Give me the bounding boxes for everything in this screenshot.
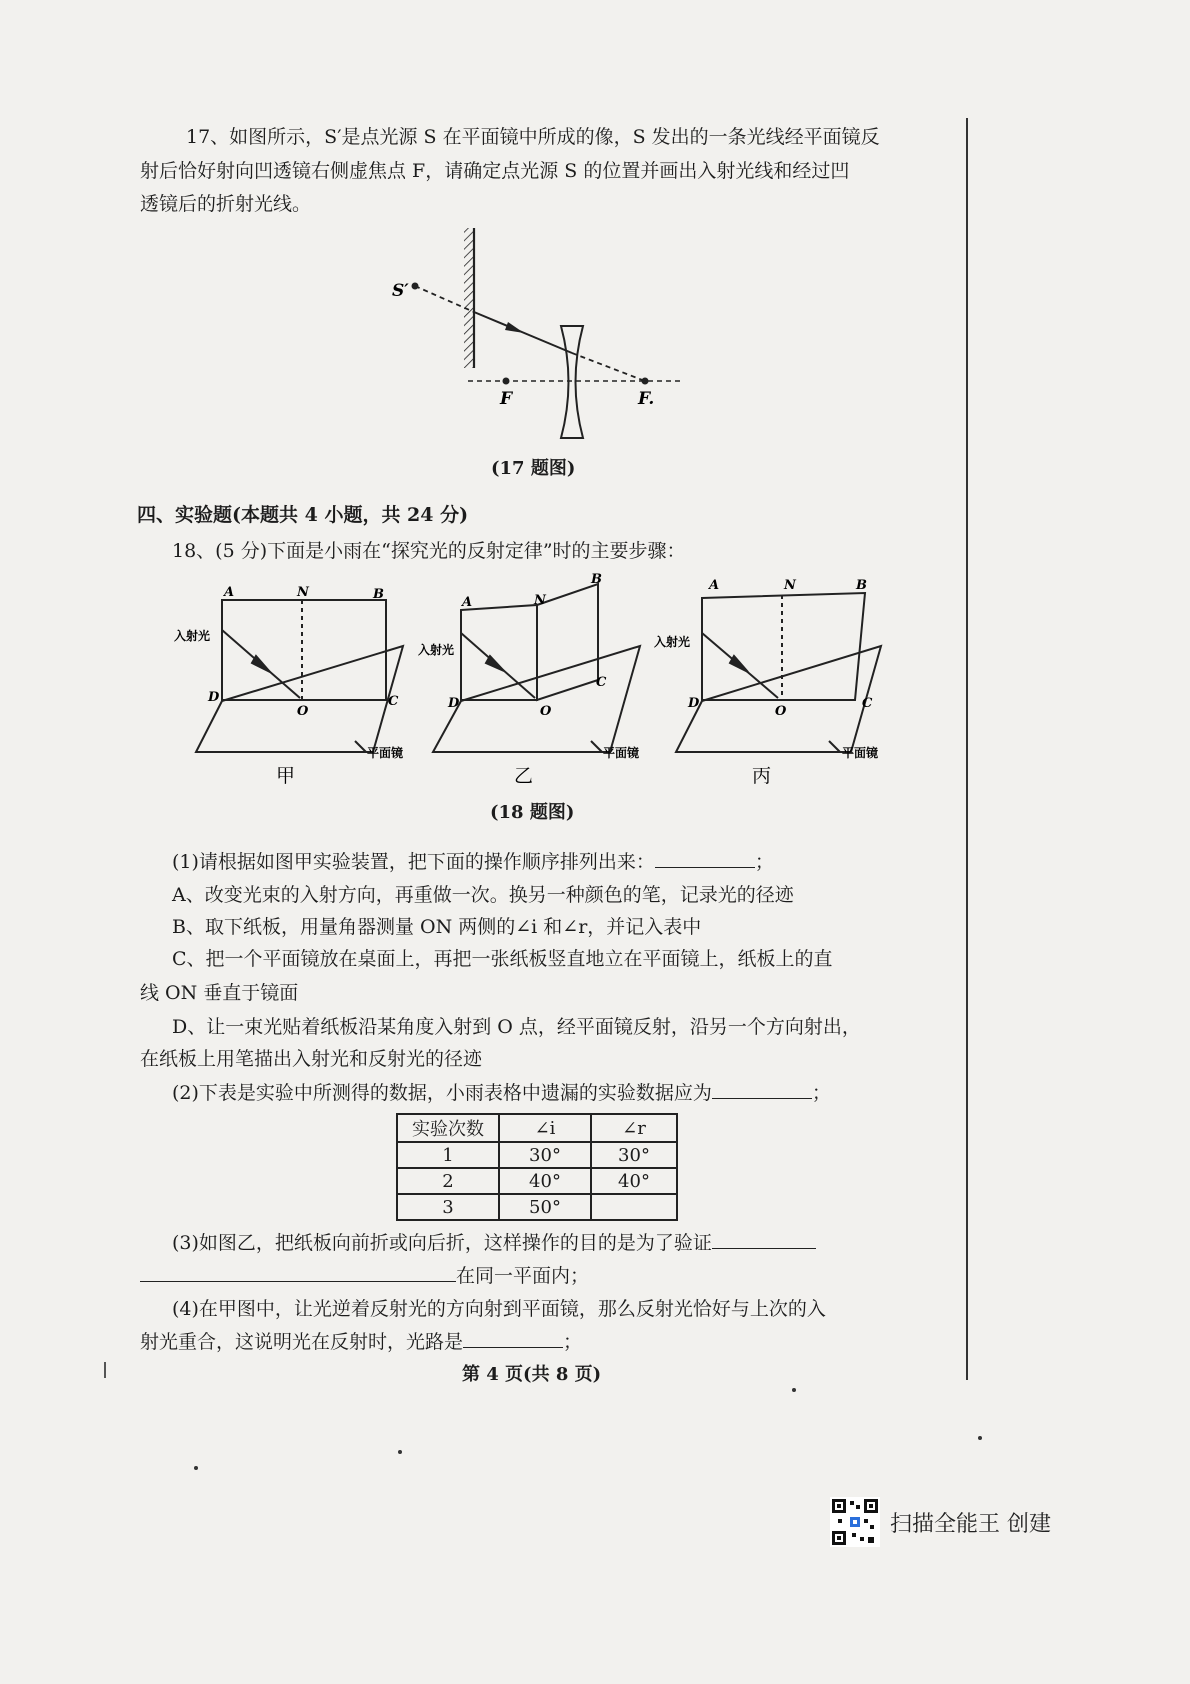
- table-row: [397, 1194, 677, 1220]
- answer-blank-4[interactable]: [463, 1328, 563, 1348]
- scan-speck: [194, 1466, 198, 1470]
- bing-cardboard: [702, 593, 865, 700]
- label-s-prime: S′: [392, 281, 409, 301]
- q18-part2: [172, 1079, 831, 1106]
- answer-blank-3a[interactable]: [712, 1229, 816, 1249]
- q18-part1-text: (1)请根据如图甲实验装置，把下面的操作顺序排列出来：: [172, 851, 655, 873]
- table-row: [397, 1142, 677, 1168]
- table-header-row: [397, 1114, 677, 1142]
- q18-part3: [172, 1229, 816, 1256]
- figure-name-jia: 甲: [276, 765, 296, 787]
- jia-cardboard: [222, 600, 386, 700]
- jia-mirror-tick: [355, 741, 366, 752]
- data-table: [396, 1113, 678, 1221]
- bing-ray-arrow: [730, 656, 748, 672]
- table-cell: 40°: [591, 1168, 677, 1194]
- yi-ray-arrow: [486, 656, 504, 671]
- q18-part3-tail: 在同一平面内；: [456, 1265, 590, 1287]
- page-footer: 第 4 页(共 8 页): [462, 1364, 602, 1385]
- q18-part1-tail: ；: [754, 851, 774, 873]
- option-d-line-2: 在纸板上用笔描出入射光和反射光的径迹: [140, 1048, 483, 1070]
- jia-label-mirror: 平面镜: [367, 746, 404, 760]
- qr-code-icon: [830, 1497, 880, 1547]
- q18-part4-tail: ；: [563, 1331, 583, 1353]
- table-cell: 30°: [499, 1142, 591, 1168]
- q18-part2-tail: ；: [811, 1082, 831, 1104]
- table-header: ∠r: [591, 1114, 677, 1142]
- option-a: A、改变光束的入射方向，再重做一次。换另一种颜色的笔，记录光的径迹: [172, 884, 794, 906]
- q17-line-2: 射后恰好射向凹透镜右侧虚焦点 F，请确定点光源 S 的位置并画出入射光线和经过凹: [140, 160, 850, 182]
- bing-label-incident: 入射光: [654, 635, 691, 649]
- jia-label-c: C: [388, 694, 399, 709]
- q18-part4-line-1: (4)在甲图中，让光逆着反射光的方向射到平面镜，那么反射光恰好与上次的入: [172, 1298, 826, 1320]
- bing-label-b: B: [856, 578, 867, 593]
- answer-blank-1[interactable]: [655, 848, 755, 868]
- option-d-line-1: D、让一束光贴着纸板沿某角度入射到 O 点，经平面镜反射，沿另一个方向射出，: [172, 1016, 861, 1038]
- table-row: [397, 1168, 677, 1194]
- yi-mirror-tick: [591, 741, 602, 752]
- yi-label-incident: 入射光: [418, 643, 455, 657]
- figure-bing: [676, 593, 881, 752]
- q18-part4-line-2: [140, 1328, 582, 1355]
- yi-label-c: C: [596, 675, 607, 690]
- table-cell: 3: [397, 1194, 499, 1220]
- q17-caption: (17 题图): [491, 458, 576, 479]
- q18-part2-text: (2)下表是实验中所测得的数据，小雨表格中遗漏的实验数据应为: [172, 1082, 712, 1104]
- section-title: 四、实验题(本题共 4 小题，共 24 分): [137, 504, 469, 526]
- figure-name-yi: 乙: [514, 765, 534, 787]
- option-b: B、取下纸板，用量角器测量 ON 两侧的∠i 和∠r，并记入表中: [172, 916, 702, 938]
- q18-part4-text: 射光重合，这说明光在反射时，光路是: [140, 1331, 464, 1353]
- table-header: ∠i: [499, 1114, 591, 1142]
- figure-name-bing: 丙: [752, 765, 772, 787]
- watermark-text: 扫描全能王 创建: [890, 1511, 1051, 1537]
- table-cell: 2: [397, 1168, 499, 1194]
- q18-part1: [172, 848, 774, 875]
- jia-label-a: A: [224, 585, 235, 600]
- q18-part3-text: (3)如图乙，把纸板向前折或向后折，这样操作的目的是为了验证: [172, 1232, 712, 1254]
- q18-part3-cont: [140, 1262, 589, 1289]
- table-header: 实验次数: [397, 1114, 499, 1142]
- yi-label-b: B: [591, 572, 602, 587]
- table-cell: 30°: [591, 1142, 677, 1168]
- scan-speck: [398, 1450, 402, 1454]
- figure-jia: [196, 600, 403, 752]
- q18-caption: (18 题图): [490, 802, 575, 823]
- yi-label-d: D: [448, 696, 460, 711]
- jia-label-n: N: [297, 585, 309, 600]
- yi-cardboard-right: [537, 584, 598, 700]
- option-c-line-2: 线 ON 垂直于镜面: [140, 982, 299, 1004]
- jia-label-d: D: [208, 690, 220, 705]
- jia-label-b: B: [373, 587, 384, 602]
- scan-speck: [792, 1388, 796, 1392]
- label-f-left: F: [500, 389, 513, 409]
- jia-label-o: O: [297, 704, 309, 719]
- bing-label-d: D: [688, 696, 700, 711]
- scanner-watermark: [830, 1497, 1051, 1547]
- answer-blank-3b[interactable]: [140, 1262, 456, 1282]
- q18-intro: 18、(5 分)下面是小雨在“探究光的反射定律”时的主要步骤：: [172, 540, 686, 562]
- jia-label-incident: 入射光: [174, 629, 211, 643]
- bing-label-mirror: 平面镜: [842, 746, 879, 760]
- q17-line-3: 透镜后的折射光线。: [140, 193, 312, 215]
- table-cell: 40°: [499, 1168, 591, 1194]
- bing-mirror-tick: [829, 741, 840, 752]
- yi-label-mirror: 平面镜: [603, 746, 640, 760]
- scan-speck: [978, 1436, 982, 1440]
- table-cell: 1: [397, 1142, 499, 1168]
- table-cell: 50°: [499, 1194, 591, 1220]
- option-c-line-1: C、把一个平面镜放在桌面上，再把一张纸板竖直地立在平面镜上，纸板上的直: [172, 948, 833, 970]
- jia-ray-arrow: [252, 656, 270, 672]
- yi-label-n: N: [534, 593, 546, 608]
- answer-blank-2[interactable]: [712, 1079, 812, 1099]
- bing-label-o: O: [775, 704, 787, 719]
- bing-label-a: A: [709, 578, 720, 593]
- yi-label-a: A: [462, 595, 473, 610]
- yi-cardboard-left: [461, 605, 537, 700]
- bing-label-n: N: [784, 578, 796, 593]
- bing-label-c: C: [862, 696, 873, 711]
- q17-line-1: 17、如图所示，S′是点光源 S 在平面镜中所成的像，S 发出的一条光线经平面镜反: [186, 126, 880, 148]
- table-cell-missing: [591, 1194, 677, 1220]
- yi-label-o: O: [540, 704, 552, 719]
- label-f-right: F.: [638, 389, 655, 409]
